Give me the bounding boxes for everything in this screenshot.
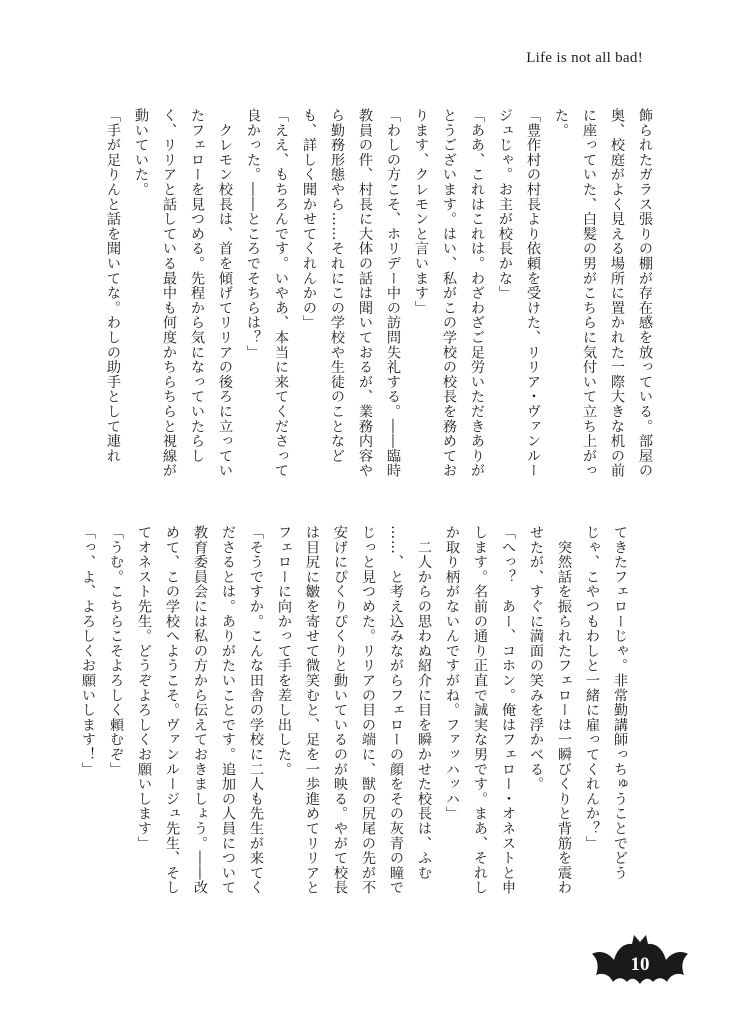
page-number-badge xyxy=(590,932,690,994)
text-line: は目尻に皺を寄せて微笑むと、足を一歩進めてリリアと xyxy=(304,525,320,895)
text-line: めて、この学校へようこそ。ヴァンルージュ先生、そし xyxy=(164,525,180,895)
text-line: ジュじゃ。お主が校長かな」 xyxy=(497,108,513,301)
text-line: します。名前の通り正直で誠実な男です。まあ、それし xyxy=(472,525,488,895)
text-line: ださるとは。ありがたいことです。追加の人員について xyxy=(220,525,236,895)
text-line: フェローに向かって手を差し出した。 xyxy=(276,525,292,777)
text-line: 教員の件、村長に大体の話は聞いておるが、業務内容や xyxy=(357,108,373,478)
text-line: 「っ、よ、よろしくお願いします！」 xyxy=(80,525,96,777)
text-line: か取り柄がないんですがね。ファッハッハ」 xyxy=(444,525,460,821)
text-line: 「豊作村の村長より依頼を受けた、リリア・ヴァンルー xyxy=(525,108,541,478)
page-number: 10 xyxy=(630,954,650,975)
text-line: た。 xyxy=(553,108,569,138)
text-line: じっと見つめた。リリアの目の端に、獣の尻尾の先が不 xyxy=(360,525,376,895)
text-line: 動いていた。 xyxy=(133,108,149,197)
text-line: 「わしの方こそ、ホリデー中の訪問失礼する。――臨時 xyxy=(385,108,401,478)
text-block-top xyxy=(99,108,659,498)
text-line: ……、と考え込みながらフェローの顔をその灰青の瞳で xyxy=(388,525,404,895)
text-line: も、詳しく聞かせてくれんかの」 xyxy=(301,108,317,330)
text-line: 安げにぴくりぴくりと動いているのが映る。やがて校長 xyxy=(332,525,348,895)
text-line: 良かった。――ところでそちらは？」 xyxy=(245,108,261,360)
text-line: じゃ、こやつもわしと一緒に雇ってくれんか？」 xyxy=(584,525,600,851)
text-line: 二人からの思わぬ紹介に目を瞬かせた校長は、ふむ xyxy=(416,525,432,881)
text-line: 飾られたガラス張りの棚が存在感を放っている。部屋の xyxy=(637,108,653,478)
text-line: 「ええ、もちろんです。いやあ、本当に来てくださって xyxy=(273,108,289,478)
text-line: 「そうですか。こんな田舎の学校に二人も先生が来てく xyxy=(248,525,264,895)
text-line: 「へっ？ あー、コホン。俺はフェロー・オネストと申 xyxy=(500,525,516,895)
text-line: たフェローを見つめる。先程から気になっていたらし xyxy=(189,108,205,464)
text-line: クレモン校長は、首を傾げてリリアの後ろに立ってい xyxy=(217,108,233,478)
text-block-bottom xyxy=(80,525,634,925)
text-line: ら勤務形態やら……それにこの学校や生徒のことなど xyxy=(329,108,345,464)
text-line: てオネスト先生。どうぞよろしくお願いします」 xyxy=(136,525,152,851)
text-line: 奥、校庭がよく見える場所に置かれた一際大きな机の前 xyxy=(609,108,625,478)
text-line: せたが、すぐに満面の笑みを浮かべる。 xyxy=(528,525,544,792)
text-line: 「手が足りんと話を聞いてな。わしの助手として連れ xyxy=(105,108,121,464)
text-line: てきたフェローじゃ。非常勤講師っちゅうことでどう xyxy=(612,525,628,881)
text-line: に座っていた、白髪の男がこちらに気付いて立ち上がっ xyxy=(581,108,597,478)
text-line: く、リリアと話している最中も何度かちらちらと視線が xyxy=(161,108,177,478)
text-line: とうございます。はい、私がこの学校の校長を務めてお xyxy=(441,108,457,478)
text-line: ります、クレモンと言います」 xyxy=(413,108,429,316)
text-line: 「ああ、これはこれは。わざわざご足労いただきありが xyxy=(469,108,485,478)
text-line: 「うむ。こちらこそよろしく頼むぞ」 xyxy=(108,525,124,777)
text-line: 突然話を振られたフェローは一瞬びくりと背筋を震わ xyxy=(556,525,572,895)
text-line: 教育委員会には私の方から伝えておきましょう。――改 xyxy=(192,525,208,895)
running-title: Life is not all bad! xyxy=(526,50,643,66)
